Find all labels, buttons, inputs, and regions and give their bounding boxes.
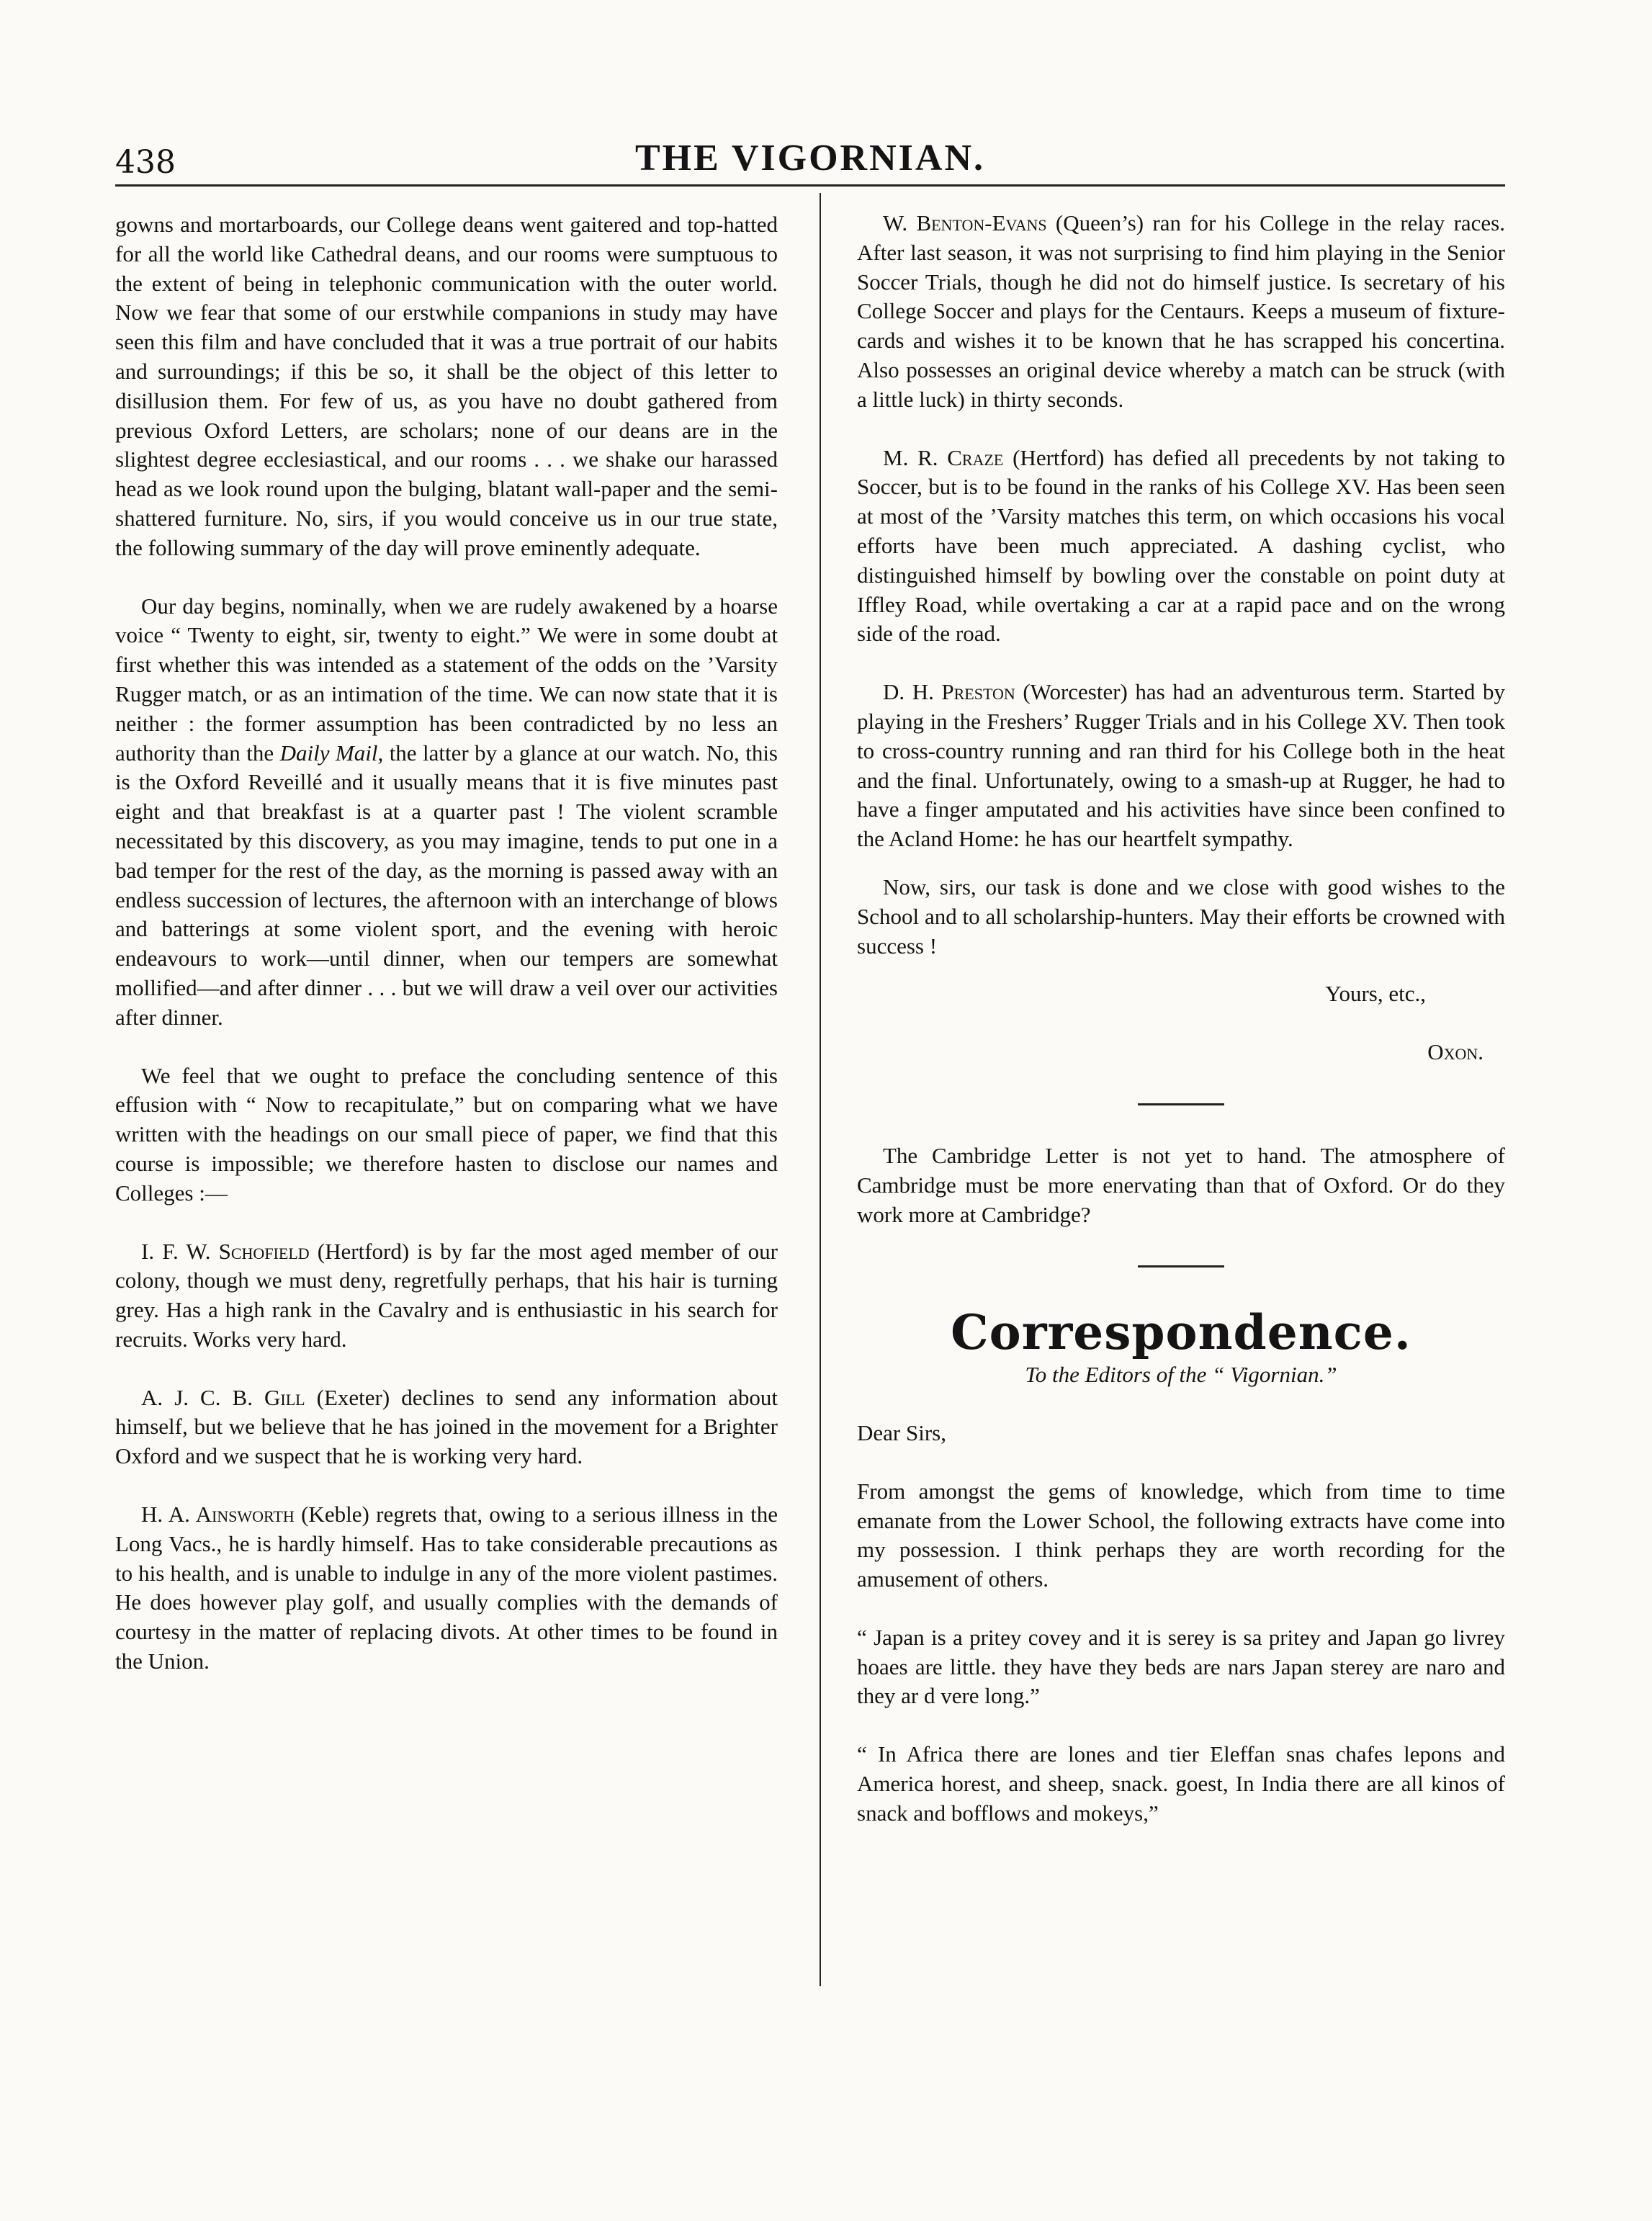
member-entry: W. Benton-Evans (Queen’s) ran for his College in the relay races. After last season, it was not surprising to find him playing in the Senior Soccer Trials, though he did not do himself justice. Is secretary of his College Soccer and plays for the Centaurs. Keeps a museum of fixture-cards and wishes it to be known that he has scrapped his concertina. Also possesses an original device whereby a match can be struck (with a little luck) in thirty seconds.	[857, 210, 1505, 412]
member-entry: D. H. Preston (Worcester) has had an adventurous term. Started by playing in the Freshers’ Rugger Trials and in his College XV. Then took to cross-country running and ran third for his College both in the heat and the final. Unfortunately, owing to a smash-up at Rugger, he had to have a finger amputated and his activities have since been confined to the Acland Home: he has our heartfelt sympathy.	[857, 679, 1505, 852]
member-name: I. F. W. Schofield	[141, 1238, 310, 1264]
page-number: 438	[115, 144, 176, 181]
cambridge-note: The Cambridge Letter is not yet to hand. The atmosphere of Cambridge must be more enervating than that of Oxford. Or do they work more at Cambridge?	[857, 1142, 1505, 1227]
column-divider	[820, 193, 821, 1986]
publication-title: THE VIGORNIAN.	[634, 138, 985, 179]
closing-paragraph: Now, sirs, our task is done and we close with good wishes to the School and to all scholarship-hunters. May their efforts be crowned with success !	[857, 874, 1505, 959]
member-entry: H. A. Ainsworth (Keble) regrets that, owing to a serious illness in the Long Vacs., he is hardly himself. Has to take considerable precautions as to his health, and is unable to indulge in any of the more violent pastimes. He does however play golf, and usually complies with the demands of courtesy in the matter of replacing divots. At other times to be found in the Union.	[115, 1502, 778, 1674]
quote-africa: “ In Africa there are lones and tier Eleffan snas chafes lepons and America horest, and sheep, snack. goest, In India there are all kinos of snack and bofflows and mokeys,”	[857, 1741, 1505, 1826]
member-name: H. A. Ainsworth	[141, 1502, 295, 1527]
paragraph: We feel that we ought to preface the concluding sentence of this effusion with “ Now to recapitulate,” but on comparing what we have written with the headings on our small piece of paper, we find that this course is impossible; we therefore hasten to disclose our names and Colleges :—	[115, 1062, 778, 1206]
member-entry: A. J. C. B. Gill (Exeter) declines to send any information about himself, but we believe that he has joined in the movement for a Brighter Oxford and we suspect that he is working very hard.	[115, 1384, 778, 1469]
signature: Oxon.	[1427, 1039, 1483, 1065]
section-rule	[1138, 1103, 1224, 1105]
right-column	[857, 209, 1505, 1857]
member-entry: I. F. W. Schofield (Hertford) is by far the most aged member of our colony, though we must deny, regretfully perhaps, that his hair is turning grey. Has a high rank in the Cavalry and is enthusiastic in his search for recruits. Works very hard.	[115, 1238, 778, 1352]
member-name: W. Benton-Evans	[883, 210, 1047, 235]
page-header	[115, 137, 1505, 180]
to-editors-line: To the Editors of the “ Vigornian.”	[1025, 1362, 1337, 1388]
salutation: Dear Sirs,	[857, 1419, 946, 1445]
member-entry: M. R. Craze (Hertford) has defied all precedents by not taking to Soccer, but is to be found in the ranks of his College XV. Has been seen at most of the ’Varsity matches this term, on which occasions his vocal efforts have been much appreciated. A dashing cyclist, who distinguished himself by bowling over the constable on point duty at Iffley Road, while overtaking a car at a rapid pace and on the wrong side of the road.	[857, 444, 1505, 647]
paragraph: gowns and mortarboards, our College deans went gaitered and top-hatted for all the world like Cathedral deans, and our rooms were sumptuous to the extent of being in telephonic communication with the outer world. Now we fear that some of our erstwhile companions in study may have seen this film and have concluded that it was a true portrait of our habits and surroundings; if this be so, it shall be the object of this letter to disillusion them. For few of us, as you have no doubt gathered from previous Oxford Letters, are scholars; none of our deans are in the slightest degree ecclesiastical, and our rooms . . . we shake our harassed head as we look round upon the bulging, blatant wall-paper and the semi-shattered furniture. No, sirs, if you would conceive us in our true state, the following summary of the day will prove eminently adequate.	[115, 212, 778, 560]
quote-japan: “ Japan is a pritey covey and it is serey is sa pritey and Japan go livrey hoaes are little. they have they beds are nars Japan sterey are naro and they ar d vere long.”	[857, 1624, 1505, 1709]
yours-etc: Yours, etc.,	[1325, 981, 1426, 1007]
header-rule	[115, 184, 1505, 187]
member-name: A. J. C. B. Gill	[141, 1384, 305, 1410]
section-rule	[1138, 1265, 1224, 1267]
member-name: M. R. Craze	[883, 444, 1004, 470]
paragraph: Our day begins, nominally, when we are rudely awakened by a hoarse voice “ Twenty to eight, sir, twenty to eight.” We were in some doubt at first whether this was intended as a statement of the odds on the ’Varsity Rugger match, or as an intimation of the time. We can now state that it is neither : the former assumption has been contradicted by no less an authority than the Daily Mail, the latter by a glance at our watch. No, this is the Oxford Reveillé and it usually means that it is five minutes past eight and that breakfast is at a quarter past ! The violent scramble necessitated by this discovery, as you may imagine, tends to put one in a bad temper for the rest of the day, as the morning is passed away with an endless succession of lectures, the afternoon with an interchange of blows and batterings at some violent sport, and the evening with heroic endeavours to work—until dinner, when our tempers are somewhat mollified—and after dinner . . . but we will draw a veil over our activities after dinner.	[115, 593, 778, 1030]
correspondence-heading: Correspondence.	[951, 1304, 1411, 1361]
member-name: D. H. Preston	[883, 679, 1015, 705]
newspaper-name: Daily Mail,	[279, 740, 384, 766]
left-column	[115, 210, 778, 1705]
letter-body: From amongst the gems of knowledge, which from time to time emanate from the Lower School, the following extracts have come into my possession. I think perhaps they are worth recording for the amusement of others.	[857, 1478, 1505, 1592]
